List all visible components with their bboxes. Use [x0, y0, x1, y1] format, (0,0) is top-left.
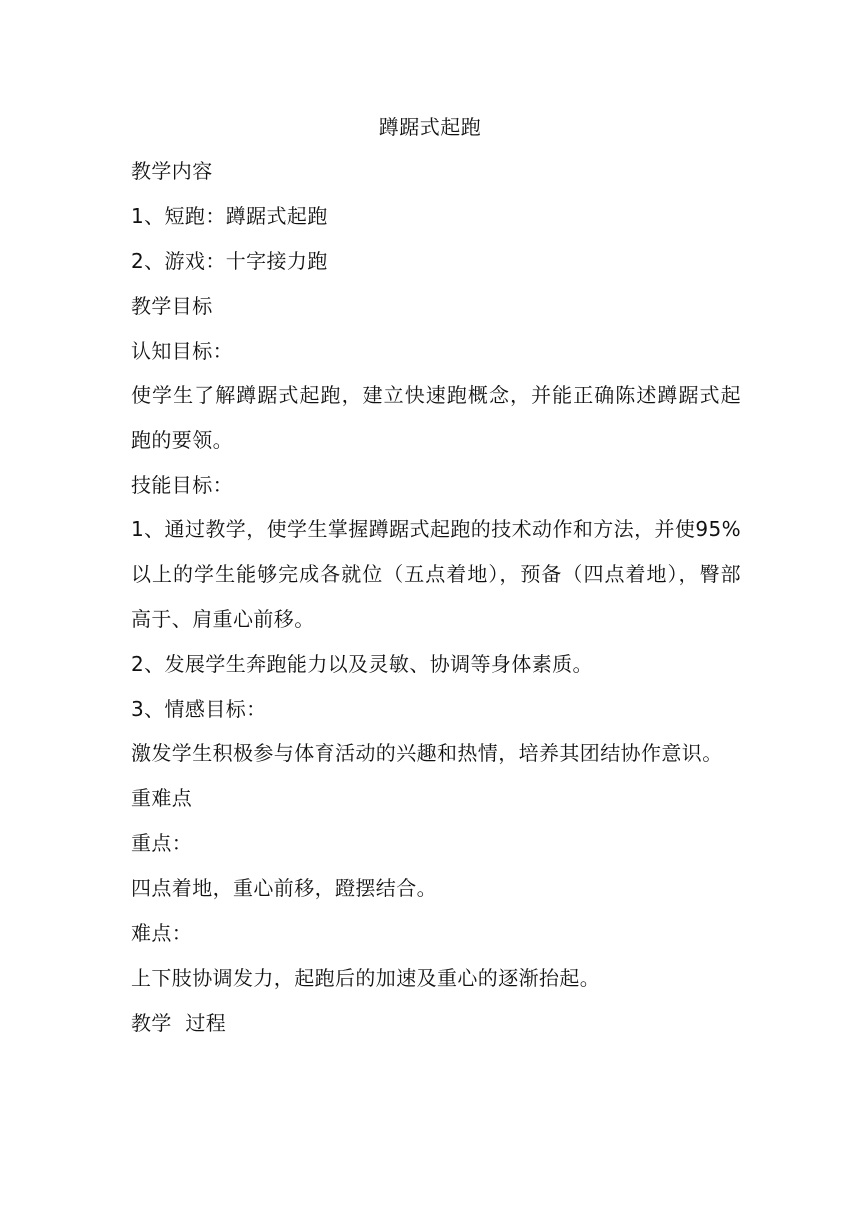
paragraph-emotional-goal: 激发学生积极参与体育活动的兴趣和热情，培养其团结协作意识。 — [131, 741, 723, 765]
subheading-key-point: 重点： — [131, 831, 193, 855]
section-heading-content: 教学内容 — [131, 159, 213, 183]
subheading-difficult-point: 难点： — [131, 921, 193, 945]
content-item-1: 1、短跑：蹲踞式起跑 — [131, 204, 328, 228]
section-heading-process: 教学 过程 — [131, 1011, 227, 1035]
section-heading-goals: 教学目标 — [131, 294, 213, 318]
paragraph-skill-goal-2: 2、发展学生奔跑能力以及灵敏、协调等身体素质。 — [131, 652, 593, 676]
section-heading-key-difficult: 重难点 — [131, 786, 193, 810]
document-body — [131, 156, 741, 1053]
content-item-2: 2、游戏：十字接力跑 — [131, 249, 328, 273]
paragraph-skill-goal-1: 1、通过教学，使学生掌握蹲踞式起跑的技术动作和方法，并使95%以上的学生能够完成各就位（五点着地），预备（四点着地），臀部高于、肩重心前移。 — [131, 517, 741, 631]
paragraph-cognitive-goal: 使学生了解蹲踞式起跑，建立快速跑概念，并能正确陈述蹲踞式起跑的要领。 — [131, 383, 741, 452]
paragraph-difficult-point: 上下肢协调发力，起跑后的加速及重心的逐渐抬起。 — [131, 966, 601, 990]
subheading-skill-goal: 技能目标： — [131, 473, 233, 497]
paragraph-key-point: 四点着地，重心前移，蹬摆结合。 — [131, 876, 437, 900]
subheading-cognitive-goal: 认知目标： — [131, 339, 233, 363]
subheading-emotional-goal: 3、情感目标： — [131, 697, 267, 721]
document-title: 蹲踞式起跑 — [378, 115, 482, 139]
